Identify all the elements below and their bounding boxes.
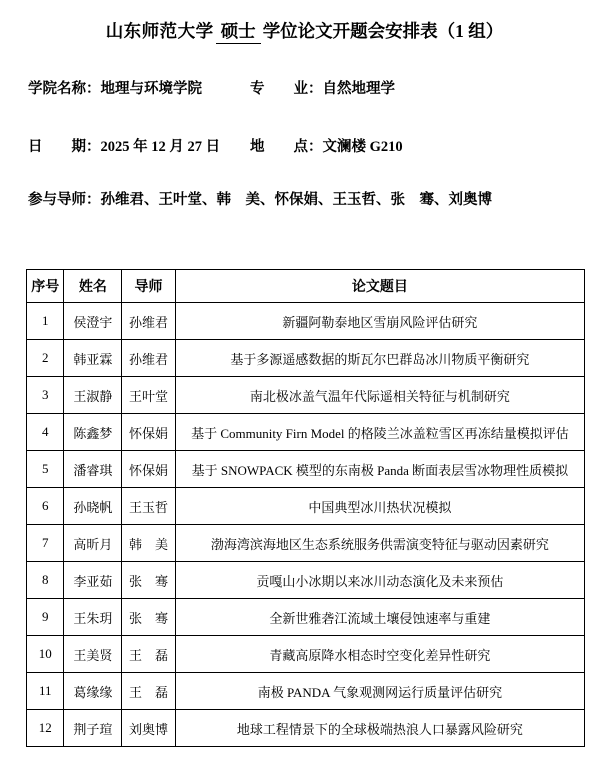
location-value: 文澜楼 G210: [322, 139, 403, 155]
mentors-value: 孙维君、王叶堂、韩 美、怀保娟、王玉哲、张 骞、刘奥博: [100, 192, 492, 208]
title-university: 山东师范大学: [105, 21, 214, 41]
mentor-name: 王 磊: [122, 673, 176, 710]
table-row: [27, 599, 585, 636]
major-value: 自然地理学: [322, 81, 395, 97]
major-group: [250, 81, 395, 97]
thesis-title: 全新世雅砻江流域土壤侵蚀速率与重建: [175, 599, 584, 636]
table-row: [27, 451, 585, 488]
table-header-row: [27, 270, 585, 303]
row-number: 11: [27, 673, 64, 710]
row-number: 12: [27, 710, 64, 747]
mentor-name: 孙维君: [122, 340, 176, 377]
thesis-title: 渤海湾滨海地区生态系统服务供需演变特征与驱动因素研究: [175, 525, 584, 562]
mentor-name: 刘奥博: [122, 710, 176, 747]
mentor-name: 怀保娟: [122, 414, 176, 451]
date-group: [28, 138, 250, 157]
student-name: 潘睿琪: [64, 451, 122, 488]
student-name: 王美贤: [64, 636, 122, 673]
major-label: 专 业：: [250, 81, 323, 97]
student-name: 高昕月: [64, 525, 122, 562]
row-number: 1: [27, 303, 64, 340]
table-row: [27, 414, 585, 451]
thesis-title: 基于多源遥感数据的斯瓦尔巴群岛冰川物质平衡研究: [175, 340, 584, 377]
title-suffix: 学位论文开题会安排表（1 组）: [262, 21, 504, 41]
document-title: [0, 0, 609, 44]
mentors-label: 参与导师：: [28, 192, 101, 208]
college-value: 地理与环境学院: [100, 81, 202, 97]
row-number: 8: [27, 562, 64, 599]
student-name: 韩亚霖: [64, 340, 122, 377]
info-row-mentors: [28, 191, 609, 210]
mentor-name: 韩 美: [122, 525, 176, 562]
header-thesis-title: 论文题目: [175, 270, 584, 303]
row-number: 9: [27, 599, 64, 636]
thesis-title: 青藏高原降水相态时空变化差异性研究: [175, 636, 584, 673]
row-number: 10: [27, 636, 64, 673]
student-name: 李亚茹: [64, 562, 122, 599]
info-row-date-location: [28, 138, 609, 157]
student-name: 葛缘缘: [64, 673, 122, 710]
student-name: 王朱玥: [64, 599, 122, 636]
mentor-name: 张 骞: [122, 562, 176, 599]
mentor-name: 张 骞: [122, 599, 176, 636]
mentor-name: 王玉哲: [122, 488, 176, 525]
row-number: 6: [27, 488, 64, 525]
mentor-name: 孙维君: [122, 303, 176, 340]
mentor-name: 王叶堂: [122, 377, 176, 414]
header-mentor: 导师: [122, 270, 176, 303]
location-group: [250, 139, 403, 155]
college-label: 学院名称：: [28, 81, 101, 97]
thesis-title: 中国典型冰川热状况模拟: [175, 488, 584, 525]
row-number: 3: [27, 377, 64, 414]
table-row: [27, 303, 585, 340]
table-row: [27, 636, 585, 673]
thesis-schedule-table: [26, 269, 585, 747]
table-row: [27, 710, 585, 747]
row-number: 4: [27, 414, 64, 451]
date-value: 2025 年 12 月 27 日: [100, 139, 221, 155]
student-name: 陈鑫梦: [64, 414, 122, 451]
thesis-title: 贡嘎山小冰期以来冰川动态演化及未来预估: [175, 562, 584, 599]
row-number: 5: [27, 451, 64, 488]
row-number: 2: [27, 340, 64, 377]
title-degree-underlined: 硕士: [216, 19, 261, 44]
college-group: [28, 80, 250, 99]
mentor-name: 王 磊: [122, 636, 176, 673]
table-row: [27, 488, 585, 525]
thesis-title: 南极 PANDA 气象观测网运行质量评估研究: [175, 673, 584, 710]
date-label: 日 期：: [28, 139, 101, 155]
student-name: 孙晓帆: [64, 488, 122, 525]
header-no: 序号: [27, 270, 64, 303]
student-name: 荆子瑄: [64, 710, 122, 747]
thesis-title: 基于 SNOWPACK 模型的东南极 Panda 断面表层雪冰物理性质模拟: [175, 451, 584, 488]
thesis-title: 新疆阿勒泰地区雪崩风险评估研究: [175, 303, 584, 340]
thesis-title: 地球工程情景下的全球极端热浪人口暴露风险研究: [175, 710, 584, 747]
student-name: 侯澄宇: [64, 303, 122, 340]
thesis-title: 基于 Community Firn Model 的格陵兰冰盖粒雪区再冻结量模拟评估: [175, 414, 584, 451]
mentor-name: 怀保娟: [122, 451, 176, 488]
thesis-title: 南北极冰盖气温年代际遥相关特征与机制研究: [175, 377, 584, 414]
table-row: [27, 377, 585, 414]
location-label: 地 点：: [250, 139, 323, 155]
info-row-college-major: [28, 80, 609, 99]
table-row: [27, 673, 585, 710]
table-row: [27, 525, 585, 562]
row-number: 7: [27, 525, 64, 562]
header-name: 姓名: [64, 270, 122, 303]
table-row: [27, 562, 585, 599]
table-row: [27, 340, 585, 377]
student-name: 王淑静: [64, 377, 122, 414]
